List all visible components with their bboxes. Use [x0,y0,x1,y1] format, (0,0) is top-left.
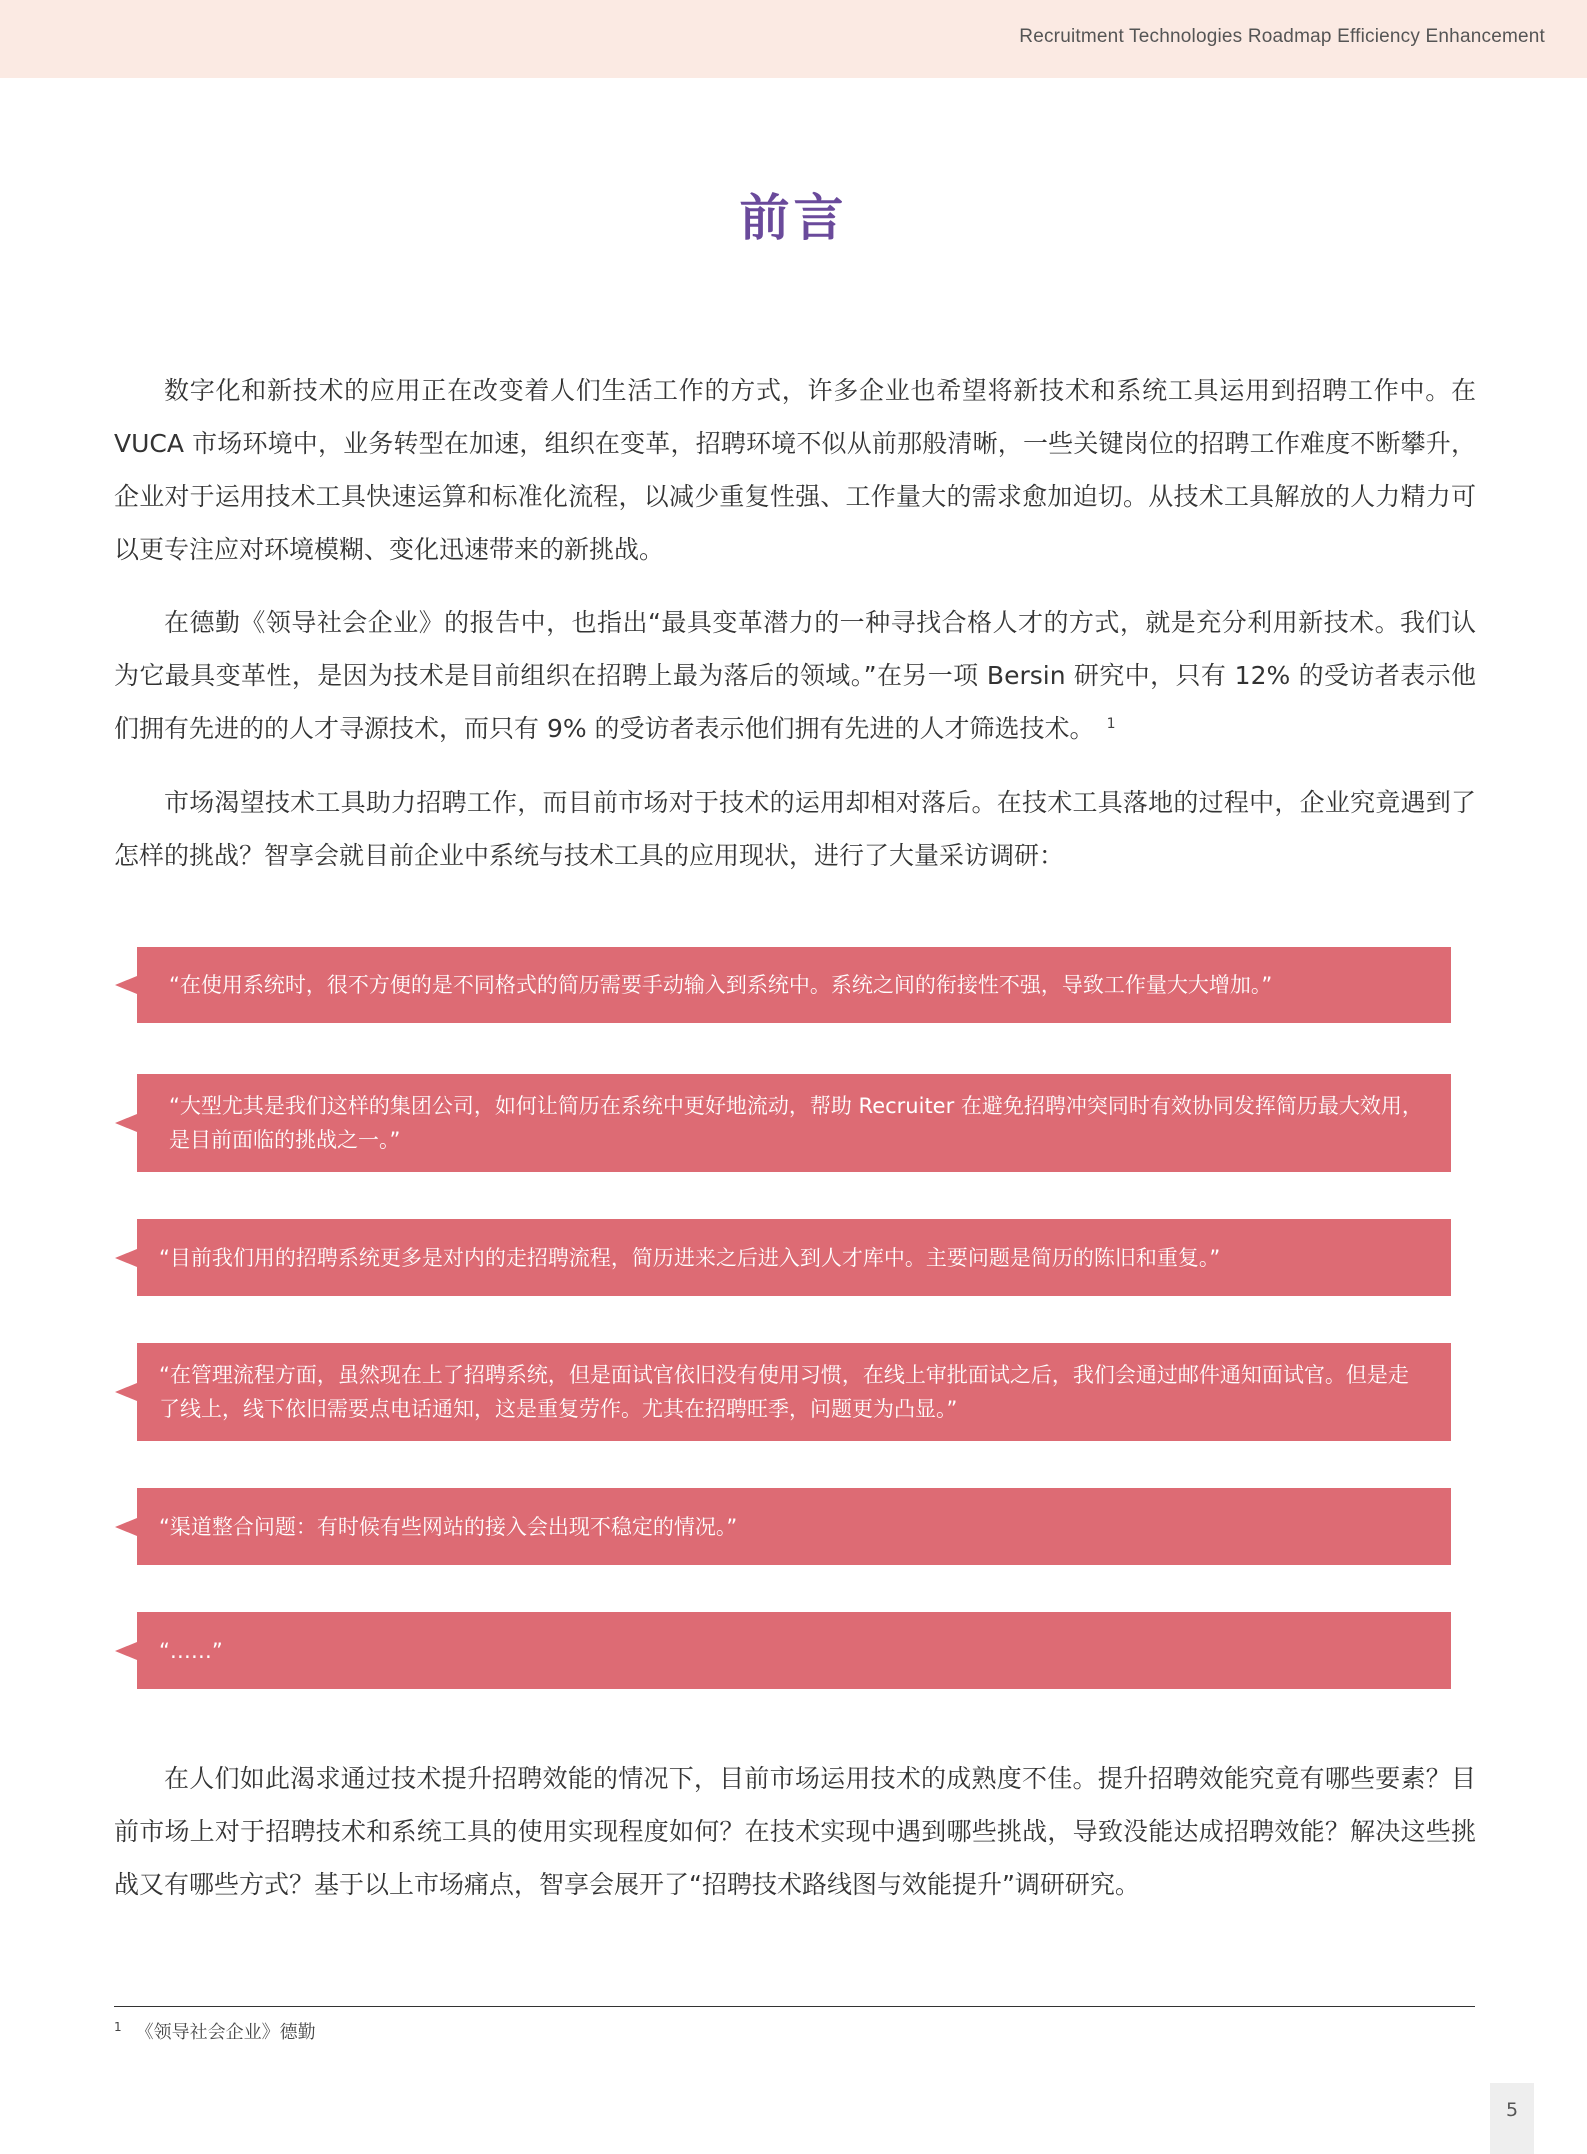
intro-paragraph-1: 数字化和新技术的应用正在改变着人们生活工作的方式，许多企业也希望将新技术和系统工具运用到招聘工作中。在 VUCA 市场环境中，业务转型在加速，组织在变革，招聘环境不似从前那般清晰，一些关键岗位的招聘工作难度不断攀升，企业对于运用技术工具快速运算和标准化流程，以减少重复性强、工作量大的需求愈加迫切。从技术工具解放的人力精力可以更专注应对环境模糊、变化迅速带来的新挑战。 [114,376,1476,564]
page-number-tab [1490,2083,1534,2154]
interview-quote-text: “在管理流程方面，虽然现在上了招聘系统，但是面试官依旧没有使用习惯，在线上审批面试之后，我们会通过邮件通知面试官。但是走了线上，线下依旧需要点电话通知，这是重复劳作。尤其在招聘旺季，问题更为凸显。” [159,1363,1409,1421]
intro-paragraph-2 [114,596,1476,755]
interview-quote-text: “大型尤其是我们这样的集团公司，如何让简历在系统中更好地流动，帮助 Recruiter 在避免招聘冲突同时有效协同发挥简历最大效用，是目前面临的挑战之一。” [169,1094,1423,1152]
interview-quote-bubble [137,947,1451,1023]
footnote [114,2018,316,2044]
intro-paragraph-3: 市场渴望技术工具助力招聘工作，而目前市场对于技术的运用却相对落后。在技术工具落地的过程中，企业究竟遇到了怎样的挑战？智享会就目前企业中系统与技术工具的应用现状，进行了大量采访调研： [114,788,1476,870]
footnote-number: 1 [114,2020,122,2034]
footnote-text: 《领导社会企业》德勤 [135,2022,316,2043]
interview-quote-bubble [137,1219,1451,1296]
interview-quote-bubble [137,1074,1451,1172]
intro-paragraph-2-text: 在德勤《领导社会企业》的报告中，也指出“最具变革潜力的一种寻找合格人才的方式，就是充分利用新技术。我们认为它最具变革性，是因为技术是目前组织在招聘上最为落后的领域。”在另一项 Bersin 研究中，只有 12% 的受访者表示他们拥有先进的的人才寻源技术，而只有 9% 的受访者表示他们拥有先进的人才筛选技术。 [114,608,1476,743]
interview-quote-text: “在使用系统时，很不方便的是不同格式的简历需要手动输入到系统中。系统之间的衔接性不强，导致工作量大大增加。” [169,973,1273,997]
interview-quote-bubble [137,1612,1451,1689]
interview-quote-text: “渠道整合问题：有时候有些网站的接入会出现不稳定的情况。” [159,1514,738,1539]
running-header-title: Recruitment Technologies Roadmap Efficiency Enhancement [1019,26,1545,47]
closing-paragraph: 在人们如此渴求通过技术提升招聘效能的情况下，目前市场运用技术的成熟度不佳。提升招聘效能究竟有哪些要素？目前市场上对于招聘技术和系统工具的使用实现程度如何？在技术实现中遇到哪些挑战，导致没能达成招聘效能？解决这些挑战又有哪些方式？基于以上市场痛点，智享会展开了“招聘技术路线图与效能提升”调研研究。 [114,1764,1476,1899]
header-band [0,0,1587,78]
interview-quote-text: “……” [159,1638,223,1663]
interview-quote-text: “目前我们用的招聘系统更多是对内的走招聘流程，简历进来之后进入到人才库中。主要问题是简历的陈旧和重复。” [159,1245,1221,1270]
footnote-divider [114,2006,1475,2007]
footnote-reference: 1 [1106,715,1116,732]
interview-quote-bubble [137,1488,1451,1565]
page-title: 前言 [739,188,848,247]
interview-quote-bubble [137,1343,1451,1441]
page-number: 5 [1505,2099,1519,2121]
